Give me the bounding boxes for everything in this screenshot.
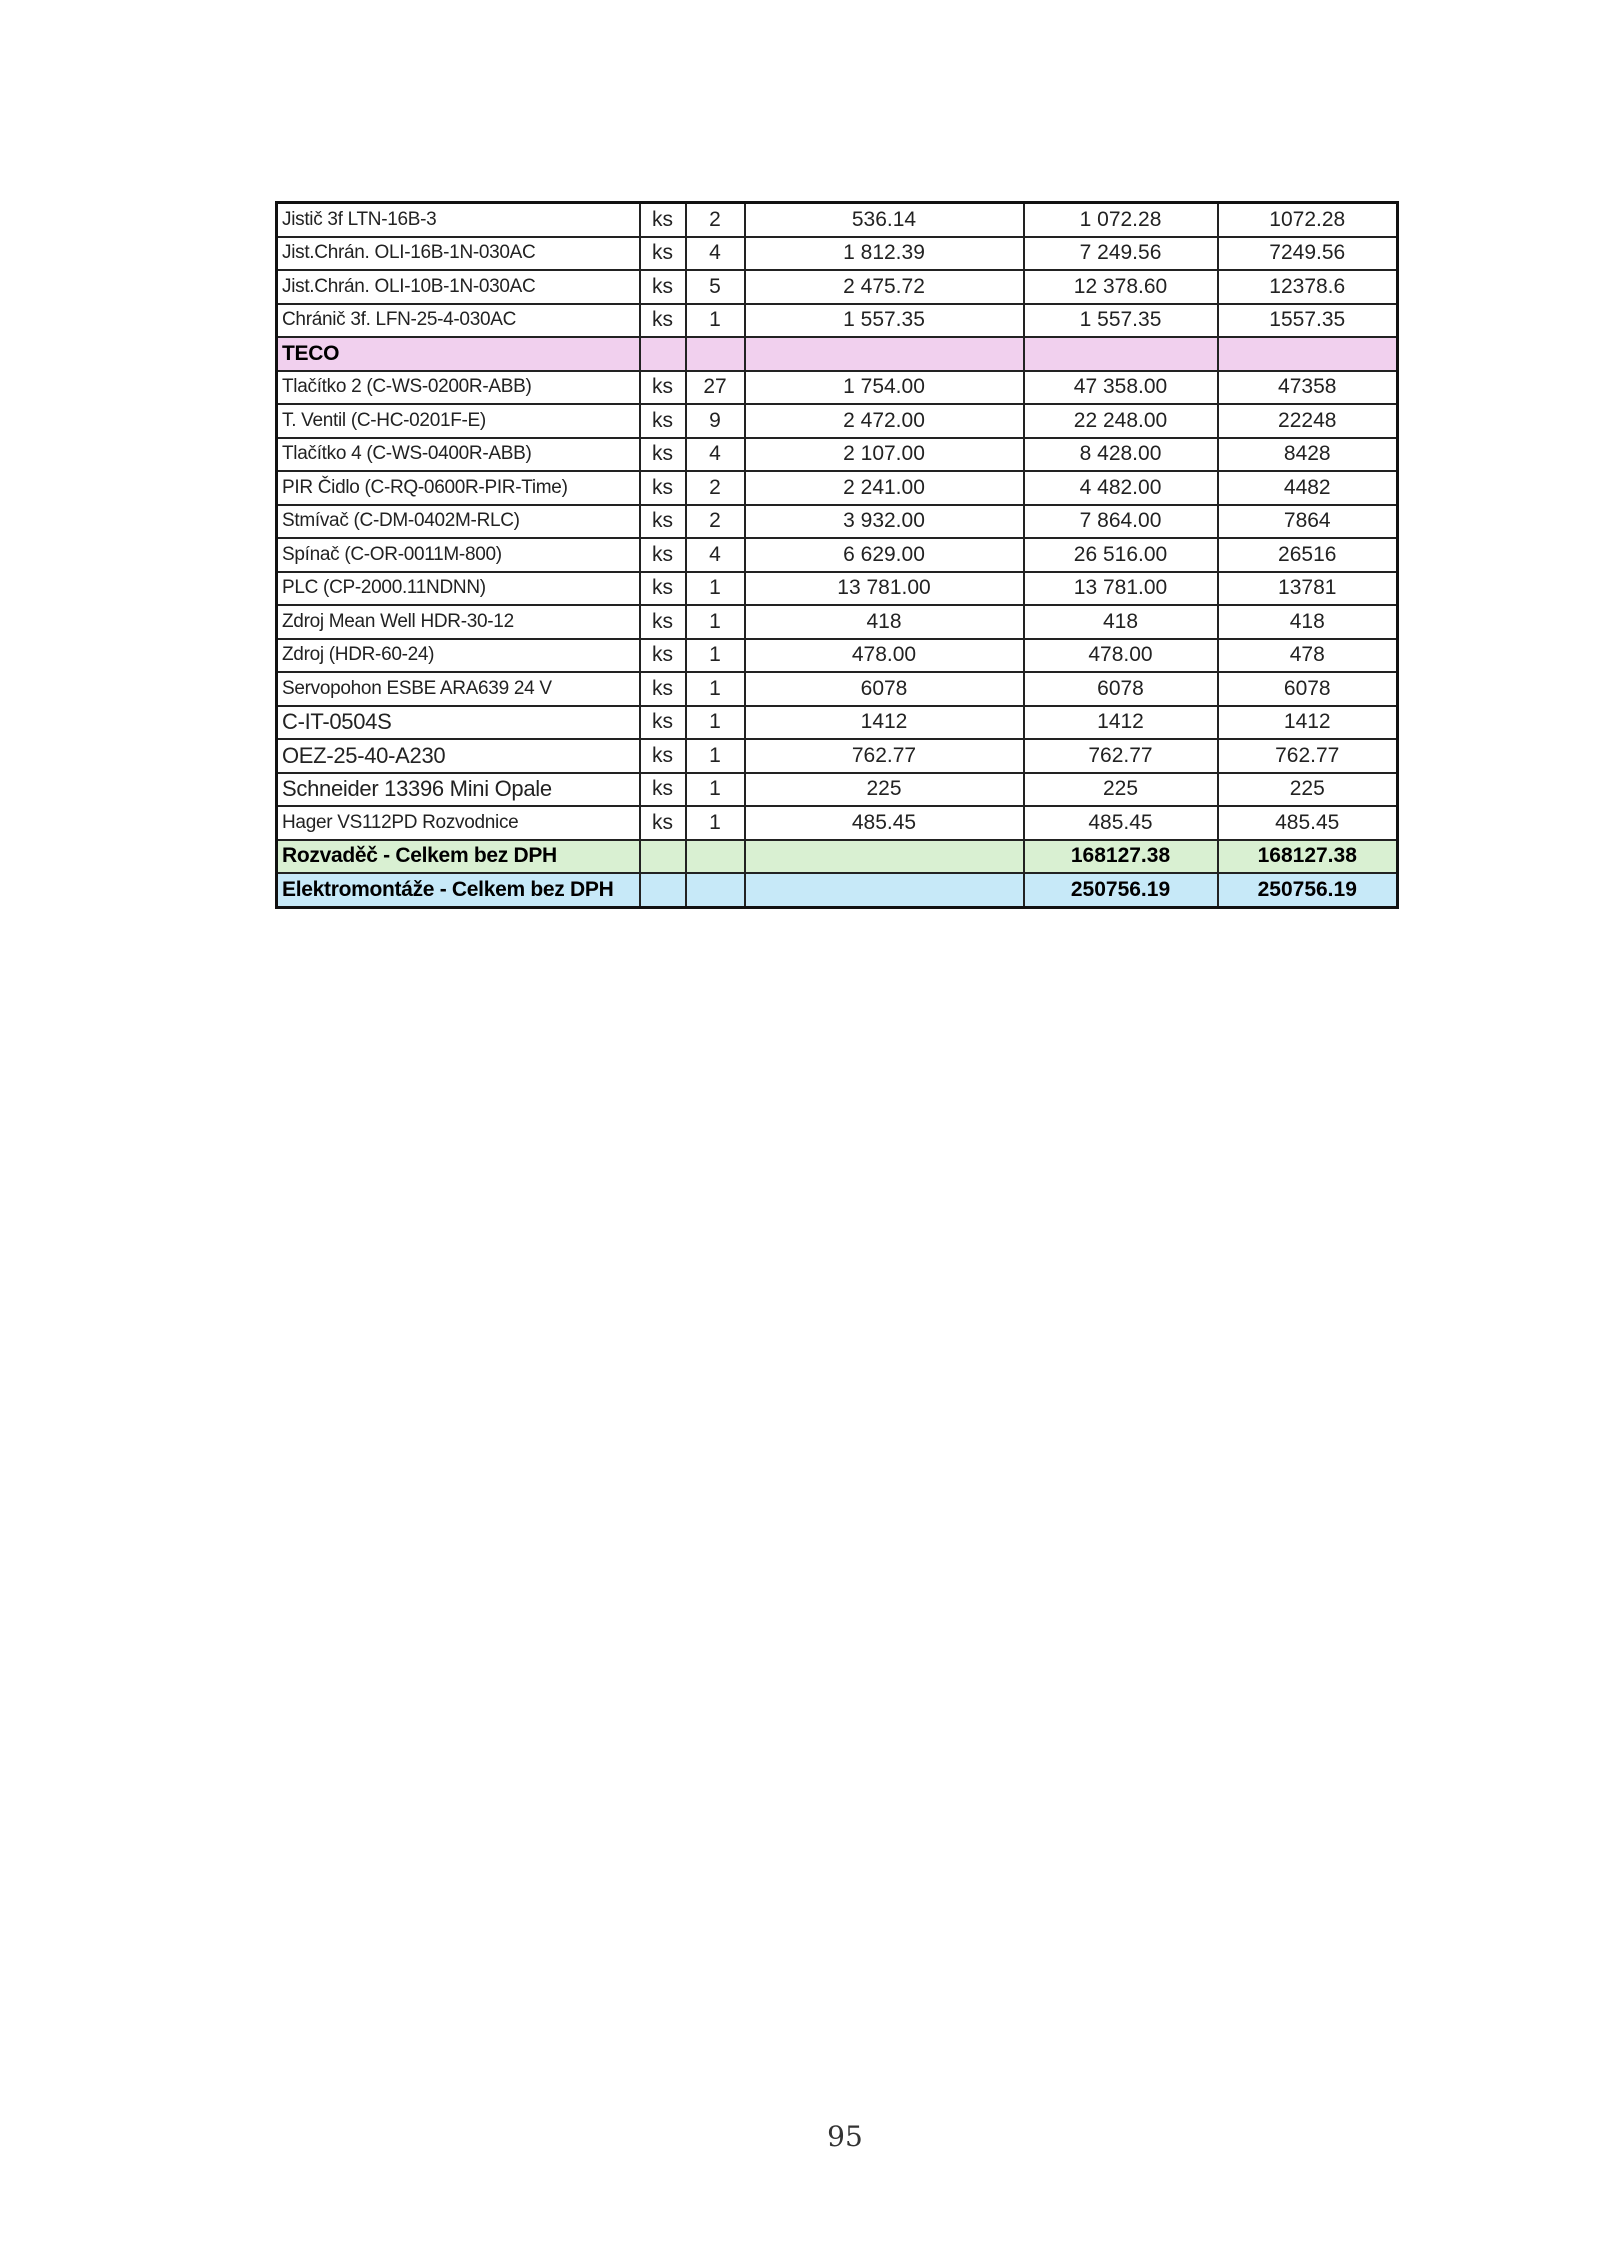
item-name-cell: Zdroj Mean Well HDR-30-12	[277, 605, 640, 639]
unit-cell: ks	[640, 203, 686, 237]
item-name-cell: PIR Čidlo (C-RQ-0600R-PIR-Time)	[277, 471, 640, 505]
unit-cell	[640, 873, 686, 907]
item-name-cell: Jistič 3f LTN-16B-3	[277, 203, 640, 237]
unit-cell: ks	[640, 270, 686, 304]
quantity-cell: 5	[686, 270, 745, 304]
total-rounded-cell: 4482	[1218, 471, 1398, 505]
total-cell: 12 378.60	[1024, 270, 1218, 304]
quantity-cell: 2	[686, 203, 745, 237]
quantity-cell: 1	[686, 739, 745, 773]
total-rounded-cell	[1218, 337, 1398, 371]
quantity-cell: 1	[686, 605, 745, 639]
total-rounded-cell: 485.45	[1218, 806, 1398, 840]
quantity-cell: 4	[686, 237, 745, 271]
total-cell: 47 358.00	[1024, 371, 1218, 405]
item-name-cell: Hager VS112PD Rozvodnice	[277, 806, 640, 840]
total-cell: 1 072.28	[1024, 203, 1218, 237]
page-number: 95	[827, 2120, 863, 2153]
total-rounded-cell: 8428	[1218, 438, 1398, 472]
total-rounded-cell: 1557.35	[1218, 304, 1398, 338]
total-cell	[1024, 337, 1218, 371]
item-name-cell: Jist.Chrán. OLI-16B-1N-030AC	[277, 237, 640, 271]
unit-price-cell: 536.14	[745, 203, 1024, 237]
quantity-cell: 1	[686, 773, 745, 807]
item-name-cell: C-IT-0504S	[277, 706, 640, 740]
item-name-cell: Stmívač (C-DM-0402M-RLC)	[277, 505, 640, 539]
total-rounded-cell: 13781	[1218, 572, 1398, 606]
quantity-cell	[686, 337, 745, 371]
quantity-cell: 27	[686, 371, 745, 405]
total-rounded-cell: 250756.19	[1218, 873, 1398, 907]
total-rounded-cell: 22248	[1218, 404, 1398, 438]
quantity-cell: 1	[686, 639, 745, 673]
unit-cell: ks	[640, 505, 686, 539]
unit-cell: ks	[640, 605, 686, 639]
item-name-cell: PLC (CP-2000.11NDNN)	[277, 572, 640, 606]
item-name-cell: TECO	[277, 337, 640, 371]
unit-price-cell: 6 629.00	[745, 538, 1024, 572]
total-rounded-cell: 478	[1218, 639, 1398, 673]
unit-price-cell: 2 107.00	[745, 438, 1024, 472]
unit-price-cell: 1 754.00	[745, 371, 1024, 405]
price-table	[275, 201, 1399, 909]
total-cell: 22 248.00	[1024, 404, 1218, 438]
table-row	[277, 672, 1398, 706]
item-name-cell: Jist.Chrán. OLI-10B-1N-030AC	[277, 270, 640, 304]
unit-price-cell: 6078	[745, 672, 1024, 706]
total-cell: 1 557.35	[1024, 304, 1218, 338]
item-name-cell: Tlačítko 2 (C-WS-0200R-ABB)	[277, 371, 640, 405]
unit-cell: ks	[640, 471, 686, 505]
total-cell: 6078	[1024, 672, 1218, 706]
quantity-cell: 1	[686, 572, 745, 606]
total-cell: 8 428.00	[1024, 438, 1218, 472]
unit-price-cell: 418	[745, 605, 1024, 639]
total-rounded-cell: 26516	[1218, 538, 1398, 572]
unit-cell: ks	[640, 572, 686, 606]
unit-price-cell: 1 557.35	[745, 304, 1024, 338]
total-cell: 478.00	[1024, 639, 1218, 673]
item-name-cell: Spínač (C-OR-0011M-800)	[277, 538, 640, 572]
unit-cell: ks	[640, 806, 686, 840]
total-rounded-cell: 7249.56	[1218, 237, 1398, 271]
table-row	[277, 706, 1398, 740]
quantity-cell	[686, 840, 745, 874]
item-name-cell: T. Ventil (C-HC-0201F-E)	[277, 404, 640, 438]
unit-price-cell: 1 812.39	[745, 237, 1024, 271]
unit-price-cell: 225	[745, 773, 1024, 807]
total-cell: 762.77	[1024, 739, 1218, 773]
unit-cell: ks	[640, 438, 686, 472]
unit-cell: ks	[640, 304, 686, 338]
unit-cell	[640, 337, 686, 371]
quantity-cell: 2	[686, 471, 745, 505]
unit-cell: ks	[640, 371, 686, 405]
table-row	[277, 773, 1398, 807]
quantity-cell	[686, 873, 745, 907]
unit-cell: ks	[640, 639, 686, 673]
total-rounded-cell: 168127.38	[1218, 840, 1398, 874]
unit-cell: ks	[640, 706, 686, 740]
unit-price-cell	[745, 840, 1024, 874]
unit-price-cell: 2 475.72	[745, 270, 1024, 304]
table-row	[277, 806, 1398, 840]
table-row	[277, 203, 1398, 237]
unit-cell: ks	[640, 237, 686, 271]
total-rounded-cell: 762.77	[1218, 739, 1398, 773]
quantity-cell: 2	[686, 505, 745, 539]
total-rounded-cell: 1072.28	[1218, 203, 1398, 237]
table-row	[277, 739, 1398, 773]
unit-price-cell	[745, 873, 1024, 907]
table-row	[277, 371, 1398, 405]
item-name-cell: Schneider 13396 Mini Opale	[277, 773, 640, 807]
total-rounded-cell: 47358	[1218, 371, 1398, 405]
total-rounded-cell: 1412	[1218, 706, 1398, 740]
table-row	[277, 270, 1398, 304]
item-name-cell: Rozvaděč - Celkem bez DPH	[277, 840, 640, 874]
item-name-cell: Tlačítko 4 (C-WS-0400R-ABB)	[277, 438, 640, 472]
unit-price-cell: 13 781.00	[745, 572, 1024, 606]
item-name-cell: Zdroj (HDR-60-24)	[277, 639, 640, 673]
total-cell: 225	[1024, 773, 1218, 807]
item-name-cell: Servopohon ESBE ARA639 24 V	[277, 672, 640, 706]
total-cell: 7 864.00	[1024, 505, 1218, 539]
total-rounded-cell: 418	[1218, 605, 1398, 639]
total-cell: 7 249.56	[1024, 237, 1218, 271]
quantity-cell: 1	[686, 304, 745, 338]
total-cell: 13 781.00	[1024, 572, 1218, 606]
table-row	[277, 505, 1398, 539]
unit-price-cell: 478.00	[745, 639, 1024, 673]
total-cell: 1412	[1024, 706, 1218, 740]
table-row	[277, 237, 1398, 271]
unit-price-cell: 762.77	[745, 739, 1024, 773]
total-rounded-cell: 225	[1218, 773, 1398, 807]
unit-price-cell: 2 472.00	[745, 404, 1024, 438]
table-row	[277, 304, 1398, 338]
table-row	[277, 538, 1398, 572]
item-name-cell: OEZ-25-40-A230	[277, 739, 640, 773]
total-cell: 26 516.00	[1024, 538, 1218, 572]
total-cell: 418	[1024, 605, 1218, 639]
section-row	[277, 337, 1398, 371]
total-rounded-cell: 7864	[1218, 505, 1398, 539]
unit-cell: ks	[640, 404, 686, 438]
unit-cell: ks	[640, 538, 686, 572]
unit-price-cell	[745, 337, 1024, 371]
total-cell: 485.45	[1024, 806, 1218, 840]
total-row	[277, 840, 1398, 874]
table-row	[277, 572, 1398, 606]
unit-cell: ks	[640, 773, 686, 807]
total-cell: 168127.38	[1024, 840, 1218, 874]
table-row	[277, 471, 1398, 505]
unit-price-cell: 2 241.00	[745, 471, 1024, 505]
total-rounded-cell: 6078	[1218, 672, 1398, 706]
quantity-cell: 4	[686, 538, 745, 572]
quantity-cell: 1	[686, 806, 745, 840]
table-row	[277, 438, 1398, 472]
unit-cell: ks	[640, 739, 686, 773]
unit-price-cell: 1412	[745, 706, 1024, 740]
item-name-cell: Chránič 3f. LFN-25-4-030AC	[277, 304, 640, 338]
total-cell: 250756.19	[1024, 873, 1218, 907]
table-row	[277, 404, 1398, 438]
unit-price-cell: 485.45	[745, 806, 1024, 840]
total-cell: 4 482.00	[1024, 471, 1218, 505]
total-rounded-cell: 12378.6	[1218, 270, 1398, 304]
item-name-cell: Elektromontáže - Celkem bez DPH	[277, 873, 640, 907]
quantity-cell: 1	[686, 706, 745, 740]
table-row	[277, 605, 1398, 639]
quantity-cell: 1	[686, 672, 745, 706]
total-row	[277, 873, 1398, 907]
unit-cell	[640, 840, 686, 874]
unit-price-cell: 3 932.00	[745, 505, 1024, 539]
quantity-cell: 9	[686, 404, 745, 438]
table-row	[277, 639, 1398, 673]
unit-cell: ks	[640, 672, 686, 706]
quantity-cell: 4	[686, 438, 745, 472]
